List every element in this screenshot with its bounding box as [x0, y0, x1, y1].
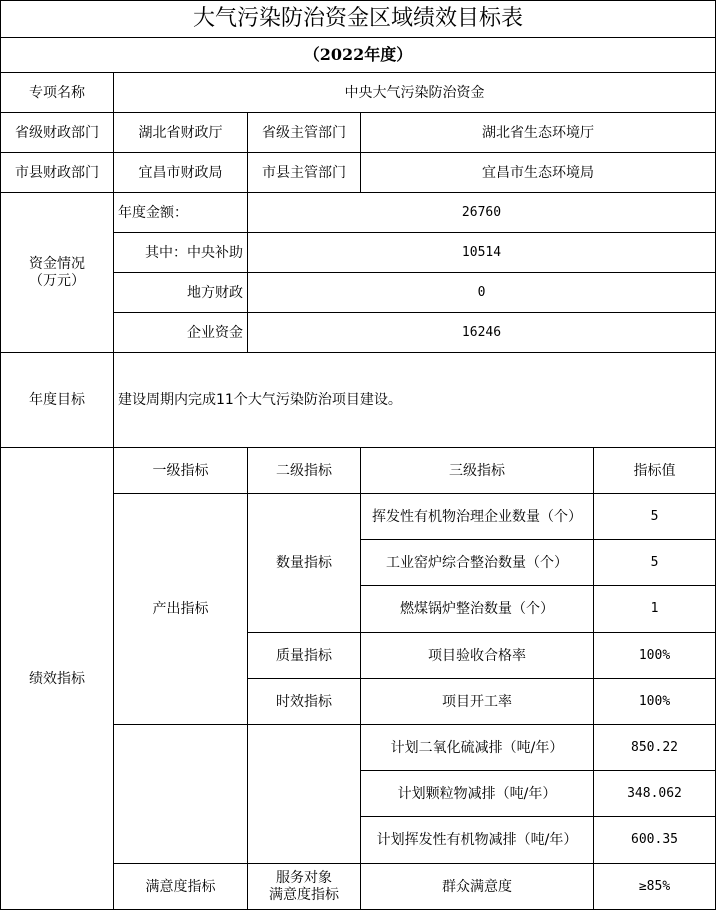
indicator-name: 计划颗粒物减排（吨/年）: [360, 770, 594, 817]
local-finance-value: 0: [247, 272, 716, 313]
quantity-indicator: 数量指标: [247, 493, 361, 633]
indicator-name: 燃煤锅炉整治数量（个）: [360, 585, 594, 633]
table-subtitle: （2022年度）: [0, 37, 716, 73]
enterprise-funds-label: 企业资金: [113, 312, 248, 353]
indicator-name: 计划二氧化硫减排（吨/年）: [360, 724, 594, 771]
funds-label-line2: （万元）: [29, 272, 85, 289]
service-line2: 满意度指标: [269, 886, 339, 903]
funds-label: [0, 192, 114, 353]
service-satisfaction-indicator: [247, 863, 361, 910]
prov-dept-value: 湖北省生态环境厅: [360, 112, 716, 153]
indicator-value: 348.062: [593, 770, 716, 817]
prov-finance-value: 湖北省财政厅: [113, 112, 248, 153]
empty-level2-cell: [247, 724, 361, 864]
indicator-name: 项目开工率: [360, 678, 594, 725]
indicator-value: 5: [593, 493, 716, 540]
funds-label-line1: 资金情况: [29, 255, 85, 272]
table-title: 大气污染防治资金区域绩效目标表: [0, 0, 716, 38]
service-line1: 服务对象: [276, 869, 332, 886]
indicator-name: 挥发性有机物治理企业数量（个）: [360, 493, 594, 540]
annual-goal-label: 年度目标: [0, 352, 114, 448]
empty-level1-cell: [113, 724, 248, 864]
indicator-value: 600.35: [593, 816, 716, 864]
local-finance-label: 地方财政: [113, 272, 248, 313]
header-level1: 一级指标: [113, 447, 248, 494]
central-subsidy-label: 其中：中央补助: [113, 232, 248, 273]
indicator-name: 工业窑炉综合整治数量（个）: [360, 539, 594, 586]
indicator-value: 5: [593, 539, 716, 586]
indicator-name: 项目验收合格率: [360, 632, 594, 679]
header-level2: 二级指标: [247, 447, 361, 494]
satisfaction-indicator: 满意度指标: [113, 863, 248, 910]
quality-indicator: 质量指标: [247, 632, 361, 679]
city-finance-value: 宜昌市财政局: [113, 152, 248, 193]
prov-dept-label: 省级主管部门: [247, 112, 361, 153]
indicator-name: 群众满意度: [360, 863, 594, 910]
city-dept-label: 市县主管部门: [247, 152, 361, 193]
annual-goal-text: 建设周期内完成11个大气污染防治项目建设。: [113, 352, 716, 448]
prov-finance-label: 省级财政部门: [0, 112, 114, 153]
annual-amount-label: 年度金额：: [113, 192, 248, 233]
annual-amount-value: 26760: [247, 192, 716, 233]
project-name-label: 专项名称: [0, 72, 114, 113]
indicator-value: 1: [593, 585, 716, 633]
header-value: 指标值: [593, 447, 716, 494]
indicator-value: ≥85%: [593, 863, 716, 910]
central-subsidy-value: 10514: [247, 232, 716, 273]
header-level3: 三级指标: [360, 447, 594, 494]
indicator-name: 计划挥发性有机物减排（吨/年）: [360, 816, 594, 864]
indicator-value: 100%: [593, 678, 716, 725]
project-name-value: 中央大气污染防治资金: [113, 72, 716, 113]
timeliness-indicator: 时效指标: [247, 678, 361, 725]
enterprise-funds-value: 16246: [247, 312, 716, 353]
indicator-value: 850.22: [593, 724, 716, 771]
performance-label: 绩效指标: [0, 447, 114, 910]
city-finance-label: 市县财政部门: [0, 152, 114, 193]
city-dept-value: 宜昌市生态环境局: [360, 152, 716, 193]
output-indicator: 产出指标: [113, 493, 248, 725]
indicator-value: 100%: [593, 632, 716, 679]
